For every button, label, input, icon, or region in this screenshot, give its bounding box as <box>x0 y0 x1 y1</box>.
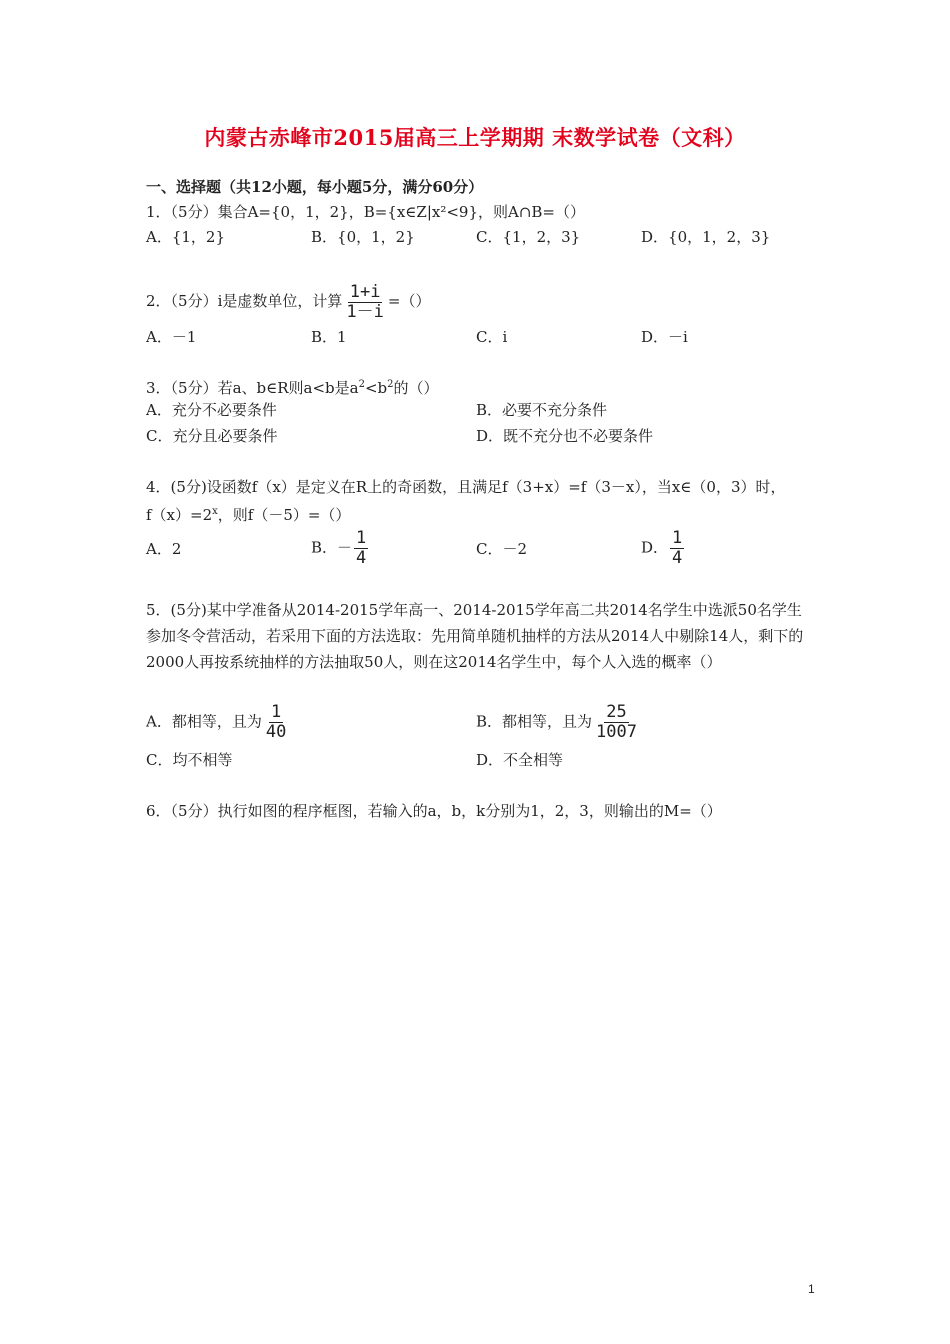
q3-text: 3．（5分）若a、b∈R则a<b是a <box>146 379 359 397</box>
q4-d-numerator: 1 <box>672 527 683 548</box>
q4-option-b-fraction <box>354 529 368 568</box>
q3-text-end: 的（） <box>393 379 439 397</box>
q3-option-b: B．必要不充分条件 <box>476 401 608 419</box>
q4-option-a: A．2 <box>146 539 182 558</box>
question-1-options <box>146 226 806 247</box>
q5-option-d: D．不全相等 <box>476 751 564 769</box>
q2-fraction <box>344 283 385 322</box>
question-3-options-row1 <box>146 399 806 420</box>
q1-option-c: C．{1，2，3} <box>476 228 581 246</box>
q4-sup-x: x <box>212 506 218 517</box>
question-1: 1．（5分）集合A={0，1，2}，B={x∈Z|x²<9}，则A∩B=（） <box>146 203 586 221</box>
q2-option-d: D．－i <box>641 328 688 346</box>
q3-sup-2: 2 <box>387 379 394 390</box>
q5-a-numerator: 1 <box>270 701 282 722</box>
q3-text-mid: <b <box>364 379 388 397</box>
question-2 <box>146 282 816 322</box>
question-4-line-1: 4．(5分)设函数f（x）是定义在R上的奇函数，且满足f（3+x）=f（3－x），当x∈（0，3）时， <box>146 478 786 496</box>
q2-option-c: C．i <box>476 328 508 346</box>
question-3 <box>146 372 816 401</box>
q3-option-a: A．充分不必要条件 <box>146 401 277 419</box>
q3-sup-1: 2 <box>358 379 365 390</box>
q4-option-c: C．－2 <box>476 539 528 558</box>
q4-b-numerator: 1 <box>356 527 367 548</box>
q5-option-a-fraction <box>264 703 288 742</box>
q5-option-b-prefix: B．都相等，且为 <box>476 712 593 730</box>
question-5-options-row1 <box>146 702 806 742</box>
q3-option-c: C．充分且必要条件 <box>146 427 278 445</box>
q5-option-b-fraction <box>594 703 639 742</box>
q3-option-d: D．既不充分也不必要条件 <box>476 427 654 445</box>
question-5-options-row2 <box>146 749 806 770</box>
q2-fraction-numerator: 1+i <box>349 281 381 302</box>
page-number: 1 <box>808 1282 815 1296</box>
question-4-line-2 <box>146 499 816 528</box>
q4-option-b-prefix: B．－ <box>311 538 353 556</box>
q2-fraction-denominator: 1－i <box>346 301 384 322</box>
q5-option-a <box>146 703 476 742</box>
q2-text-end: =（） <box>387 292 431 310</box>
q4-line2-end: ，则f（－5）=（） <box>217 506 351 524</box>
q5-option-a-prefix: A．都相等，且为 <box>146 712 262 730</box>
question-2-options <box>146 326 806 347</box>
question-3-options-row2 <box>146 425 806 446</box>
q2-option-b: B．1 <box>311 328 347 346</box>
q2-option-a: A．－1 <box>146 328 197 346</box>
q5-a-denominator: 40 <box>265 721 287 742</box>
q2-text: 2．（5分）i是虚数单位，计算 <box>146 292 343 310</box>
q4-option-d <box>641 529 806 568</box>
section-heading: 一、选择题（共12小题，每小题5分，满分60分） <box>146 178 484 196</box>
q4-d-denominator: 4 <box>672 547 683 568</box>
question-4-options <box>146 528 806 568</box>
q1-option-a: A．{1，2} <box>146 228 226 246</box>
q4-option-b <box>311 529 476 568</box>
question-5: 5．(5分)某中学准备从2014-2015学年高一、2014-2015学年高二共2014名学生中选派50名学生参加冬令营活动，若采用下面的方法选取：先用简单随机抽样的方法从2014人中剔除14人，剩下的2000人再按系统抽样的方法抽取50人，则在这2014名学生中，每个人入选的概率（） <box>146 601 804 671</box>
question-6: 6．（5分）执行如图的程序框图，若输入的a，b，k分别为1，2，3，则输出的M=（） <box>146 802 722 820</box>
q4-line2-text: f（x）=2 <box>146 506 213 524</box>
q4-option-d-prefix: D． <box>641 538 669 556</box>
q4-option-d-fraction <box>670 529 684 568</box>
exam-title: 内蒙古赤峰市2015届高三上学期期 末数学试卷（文科） <box>204 125 746 150</box>
q4-b-denominator: 4 <box>356 547 367 568</box>
q5-b-numerator: 25 <box>606 701 627 722</box>
q1-option-b: B．{0，1，2} <box>311 228 415 246</box>
q1-option-d: D．{0，1，2，3} <box>641 228 771 246</box>
q5-b-denominator: 1007 <box>596 721 637 742</box>
q5-option-b <box>476 703 806 742</box>
q5-option-c: C．均不相等 <box>146 751 233 769</box>
